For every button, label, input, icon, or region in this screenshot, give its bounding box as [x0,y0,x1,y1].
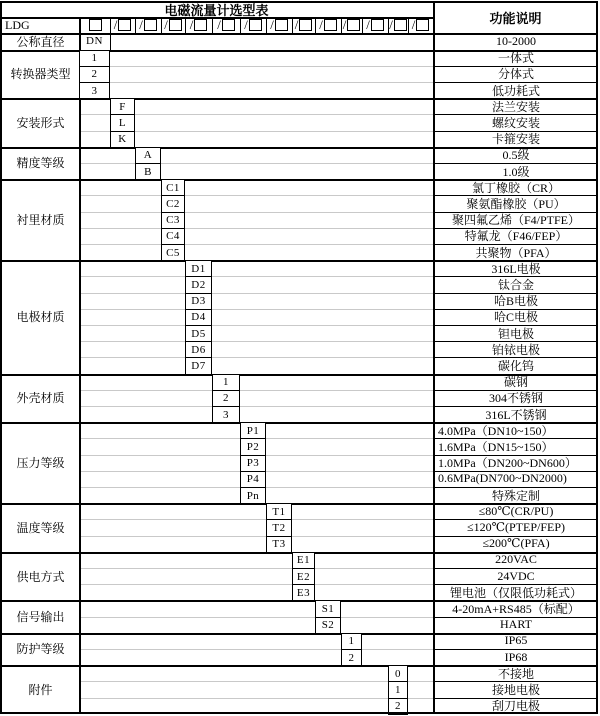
code-cell-installation-type-K: K [110,131,135,148]
code-cell-electrode-material-D6: D6 [185,341,212,358]
description-cell-signal-output-S2: HART [500,617,532,632]
description-cell-lining-material-C1: 氯丁橡胶（CR） [471,180,560,195]
category-label-lining-material: 衬里材质 [16,213,65,228]
slash-separator: / [189,17,194,33]
code-cell-accuracy-class-B: B [135,163,161,180]
slash-separator: / [113,17,118,33]
code-cell-power-supply-E2: E2 [292,568,315,585]
code-cell-installation-type-F: F [110,98,135,115]
description-cell-converter-type-3: 低功耗式 [491,83,540,98]
code-cell-temperature-class-T1: T1 [266,503,292,520]
page-title: 电磁流量计选型表 [164,2,269,17]
code-cell-housing-material-3: 3 [212,406,240,423]
code-cell-power-supply-E3: E3 [292,584,315,601]
description-cell-electrode-material-D2: 钛合金 [497,277,534,292]
slash-separator: / [411,17,416,33]
code-cell-converter-type-1: 1 [79,50,110,67]
category-label-accessories: 附件 [28,682,53,697]
code-cell-electrode-material-D7: D7 [185,357,212,374]
code-cell-temperature-class-T2: T2 [266,519,292,536]
slash-separator: / [389,17,393,33]
category-label-converter-type: 转换器类型 [10,67,71,82]
slash-separator: / [294,17,299,33]
code-cell-pressure-class-Pn: Pn [240,487,266,504]
slash-separator: / [319,17,323,33]
code-cell-lining-material-C4: C4 [161,228,185,245]
slash-separator: / [342,17,347,33]
description-cell-lining-material-C5: 共聚物（PFA） [475,245,557,260]
code-cell-temperature-class-T3: T3 [266,536,292,553]
description-cell-accessories-0: 不接地 [497,666,534,681]
slash-separator: / [139,17,143,33]
description-cell-electrode-material-D3: 哈B电极 [493,294,538,309]
code-cell-DN: DN [86,35,103,48]
category-label-accuracy-class: 精度等级 [16,156,65,171]
code-cell-electrode-material-D5: D5 [185,325,212,342]
description-cell-protection-class-2: IP68 [504,649,528,664]
description-cell-accessories-1: 接地电极 [491,682,540,697]
description-cell-pressure-class-P3: 1.0MPa（DN200~DN600） [438,456,577,471]
description-cell-installation-type-F: 法兰安装 [491,99,540,114]
description-cell-temperature-class-T3: ≤200℃(PFA) [482,536,550,551]
description-cell-housing-material-2: 304不锈钢 [488,391,543,406]
description-cell-accuracy-class-A: 0.5级 [502,148,530,163]
description-cell-converter-type-2: 分体式 [497,67,534,82]
description-cell-signal-output-S1: 4-20mA+RS485（标配） [452,601,580,616]
slash-separator: / [164,17,168,33]
code-cell-electrode-material-D4: D4 [185,309,212,326]
code-cell-pressure-class-P4: P4 [240,471,266,488]
code-cell-accessories-2: 2 [388,698,408,715]
description-cell-installation-type-L: 螺纹安装 [491,115,540,130]
code-cell-electrode-material-D2: D2 [185,276,212,293]
description-cell-pressure-class-P1: 4.0MPa（DN10~150） [438,423,554,438]
description-cell-accessories-2: 刮刀电极 [491,699,540,714]
slash-separator: / [366,17,370,33]
code-cell-pressure-class-P1: P1 [240,422,266,439]
code-cell-protection-class-2: 2 [341,649,362,666]
description-cell-lining-material-C2: 聚氨酯橡胶（PU） [466,196,566,211]
description-cell-protection-class-1: IP65 [504,633,528,648]
code-cell-signal-output-S1: S1 [315,600,341,617]
code-cell-signal-output-S2: S2 [315,617,341,634]
code-cell-lining-material-C3: C3 [161,212,185,229]
category-label-housing-material: 外壳材质 [16,391,65,406]
code-cell-accessories-0: 0 [388,665,408,682]
description-cell-electrode-material-D4: 哈C电极 [493,310,538,325]
description-cell-pressure-class-Pn: 特殊定制 [491,488,540,503]
description-cell-pressure-class-P2: 1.6MPa（DN15~150） [438,439,554,454]
description-cell-housing-material-1: 碳钢 [503,375,528,390]
code-cell-converter-type-3: 3 [79,82,110,99]
description-cell-power-supply-E1: 220VAC [495,552,537,567]
category-label-protection-class: 防护等级 [16,642,65,657]
code-cell-pressure-class-P2: P2 [240,438,266,455]
description-cell-lining-material-C4: 特氟龙（F46/FEP） [464,229,568,244]
description-cell-lining-material-C3: 聚四氟乙烯（F4/PTFE） [451,213,581,228]
description-cell-installation-type-K: 卡箍安装 [491,132,540,147]
code-cell-accuracy-class-A: A [135,147,161,164]
description-cell-power-supply-E3: 锂电池（仅限低功耗式） [449,585,582,600]
code-cell-housing-material-2: 2 [212,390,240,407]
code-cell-accessories-1: 1 [388,681,408,698]
code-cell-lining-material-C1: C1 [161,179,185,196]
category-label-power-supply: 供电方式 [16,569,65,584]
description-cell-temperature-class-T1: ≤80℃(CR/PU) [478,503,554,518]
description-cell: 10-2000 [496,33,536,48]
code-cell-electrode-material-D3: D3 [185,293,212,310]
description-cell-pressure-class-P4: 0.6MPa(DN700~DN2000) [438,471,567,486]
code-cell-power-supply-E1: E1 [292,552,315,569]
slash-separator: / [270,17,274,33]
description-cell-housing-material-3: 316L不锈钢 [485,407,547,422]
code-cell-installation-type-L: L [110,114,135,131]
description-cell-accuracy-class-B: 1.0级 [502,164,530,179]
description-cell-power-supply-E2: 24VDC [497,568,535,583]
category-label-diameter: 公称直径 [16,34,65,49]
category-label-installation-type: 安装形式 [16,115,65,130]
code-cell-pressure-class-P3: P3 [240,455,266,472]
description-cell-electrode-material-D1: 316L电极 [491,261,541,276]
description-cell-electrode-material-D5: 钽电极 [497,326,534,341]
category-label-signal-output: 信号输出 [16,610,65,625]
code-cell-lining-material-C5: C5 [161,244,185,261]
description-cell-electrode-material-D6: 铂铱电极 [491,342,540,357]
table-outer-border [0,1,598,714]
code-cell-housing-material-1: 1 [212,374,240,391]
description-cell-converter-type-1: 一体式 [497,51,534,66]
category-label-temperature-class: 温度等级 [16,520,65,535]
model-prefix-label: LDG [5,17,30,32]
slash-separator: / [217,17,221,33]
category-label-electrode-material: 电极材质 [16,310,65,325]
description-cell-electrode-material-D7: 碳化钨 [497,358,534,373]
function-column-header: 功能说明 [489,10,542,26]
code-cell-electrode-material-D1: D1 [185,260,212,277]
slash-separator: / [244,17,248,33]
code-cell-protection-class-1: 1 [341,633,362,650]
code-cell-lining-material-C2: C2 [161,195,185,212]
code-cell-converter-type-2: 2 [79,66,110,83]
description-cell-temperature-class-T2: ≤120℃(PTEP/FEP) [466,519,566,534]
category-label-pressure-class: 压力等级 [16,456,65,471]
